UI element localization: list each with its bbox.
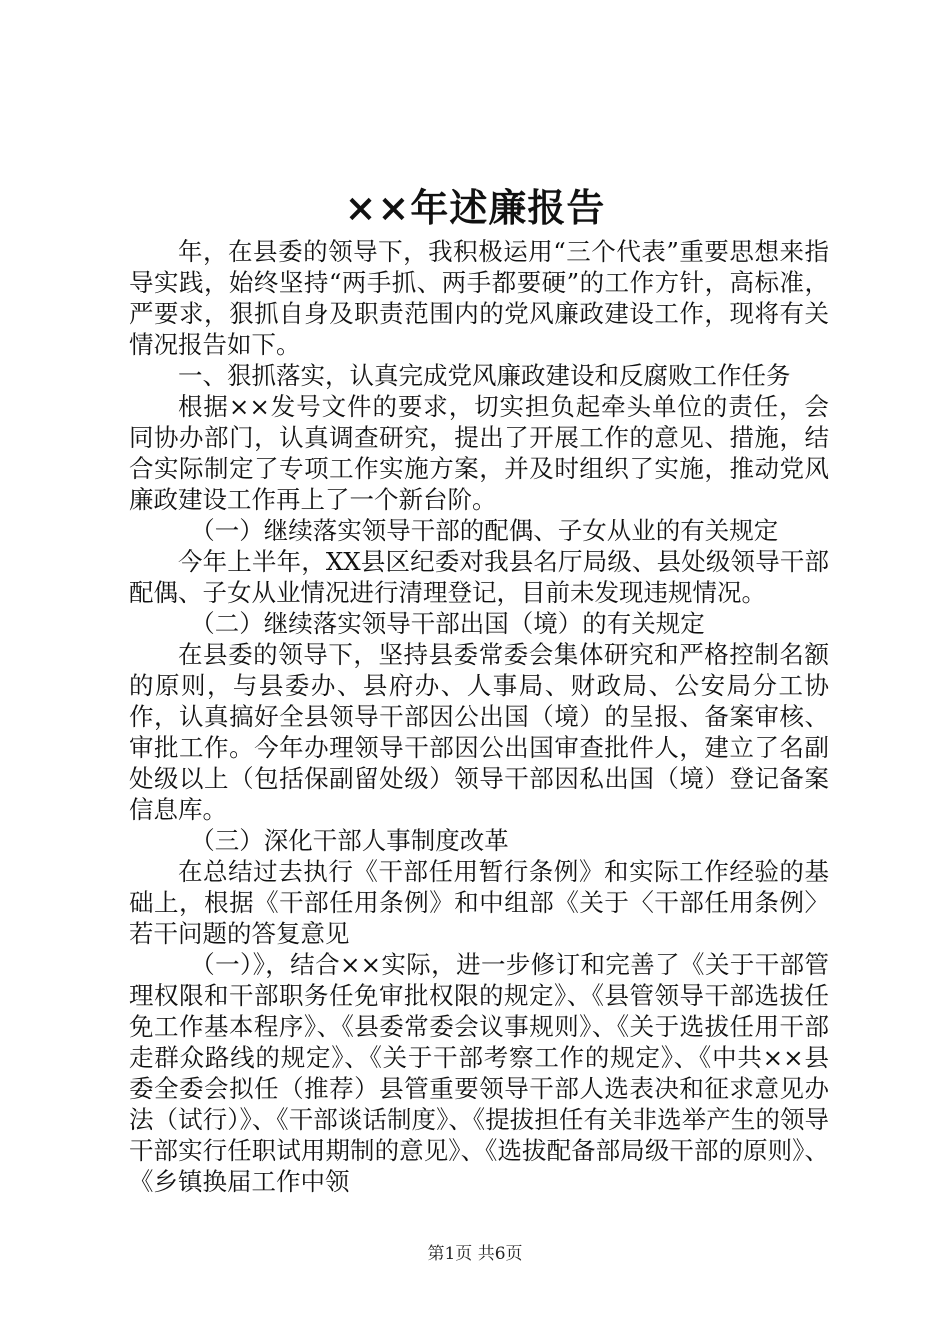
paragraph-subsection-2: 在县委的领导下，坚持县委常委会集体研究和严格控制名额的原则，与县委办、县府办、人事局、财政局、公安局分工协作，认真搞好全县领导干部因公出国（境）的呈报、备案审核、审批工作。今年办理领导干部因公出国审查批件人，建立了名副处级以上（包括保副留处级）领导干部因私出国（境）登记备案信息库。 <box>129 640 829 824</box>
paragraph-subsection-3-continued: （一）》，结合××实际，进一步修订和完善了《关于干部管理权限和干部职务任免审批权限的规定》、《县管领导干部选拔任免工作基本程序》、《县委常委会议事规则》、《关于选拔任用干部走群众路线的规定》、《关于干部考察工作的规定》、《中共××县委全委会拟任（推荐）县管重要领导干部人选表决和征求意见办法（试行）》、《干部谈话制度》、《提拔担任有关非选举产生的领导干部实行任职试用期制的意见》、《选拔配备部局级干部的原则》、《乡镇换届工作中领 <box>129 950 829 1196</box>
paragraph-intro: 年，在县委的领导下，我积极运用“三个代表”重要思想来指导实践，始终坚持“两手抓、两手都要硬”的工作方针，高标准，严要求，狠抓自身及职责范围内的党风廉政建设工作，现将有关情况报告如下。 <box>129 237 829 359</box>
page-number-footer: 第1页 共6页 <box>427 1244 523 1264</box>
paragraph-subsection-3: 在总结过去执行《干部任用暂行条例》和实际工作经验的基础上，根据《干部任用条例》和中组部《关于〈干部任用条例〉若干问题的答复意见 <box>129 857 829 948</box>
paragraph-subsection-1: 今年上半年，XX县区纪委对我县名厅局级、县处级领导干部配偶、子女从业情况进行清理登记，目前未发现违规情况。 <box>129 547 829 607</box>
subsection-heading-1: （一）继续落实领导干部的配偶、子女从业的有关规定 <box>190 516 779 545</box>
document-title: ××年述廉报告 <box>344 185 606 230</box>
subsection-heading-2: （二）继续落实领导干部出国（境）的有关规定 <box>190 609 705 638</box>
section-heading-1: 一、狠抓落实，认真完成党风廉政建设和反腐败工作任务 <box>178 361 791 390</box>
document-body <box>129 236 829 1197</box>
subsection-heading-3: （三）深化干部人事制度改革 <box>190 826 509 855</box>
paragraph-section-1: 根据××发号文件的要求，切实担负起牵头单位的责任，会同协办部门，认真调查研究，提出了开展工作的意见、措施，结合实际制定了专项工作实施方案，并及时组织了实施，推动党风廉政建设工作再上了一个新台阶。 <box>129 392 829 514</box>
